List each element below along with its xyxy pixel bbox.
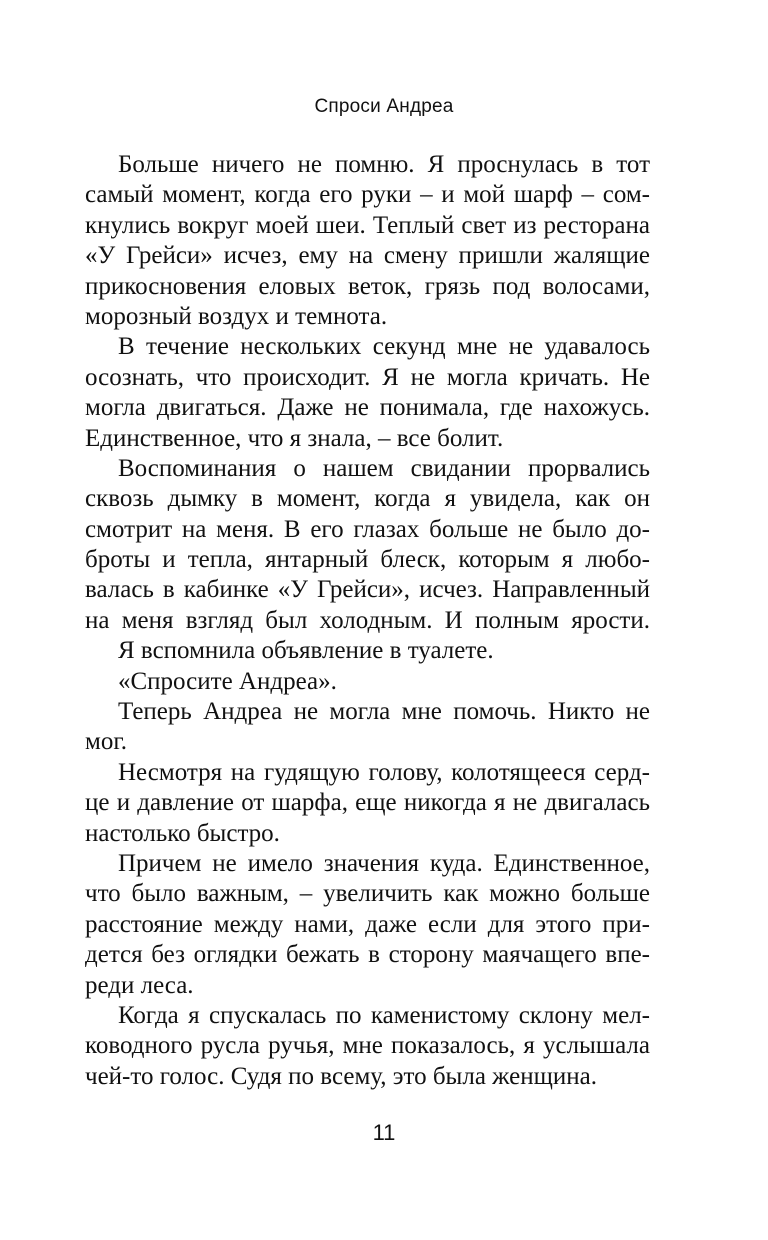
running-head: Спроси Андреа <box>314 96 454 117</box>
text-line: Несмотря на гудящую голову, колотящееся серд- <box>118 758 650 786</box>
text-line: кнулись вокруг моей шеи. Теплый свет из ресторана <box>85 211 650 239</box>
text-line: на меня взгляд был холодным. И полным ярости. <box>85 606 650 634</box>
text-line: Единственное, что я знала, – все болит. <box>85 424 504 452</box>
text-line: ководного русла ручья, мне показалось, я услышала <box>85 1032 650 1060</box>
text-line: сквозь дымку в момент, когда я увидела, как он <box>85 485 650 513</box>
text-line: мог. <box>85 728 128 756</box>
text-line: Больше ничего не помню. Я проснулась в тот <box>118 151 650 178</box>
text-line: броты и тепла, янтарный блеск, которым я любо- <box>85 546 650 574</box>
text-line: реди леса. <box>85 971 194 999</box>
text-line: смотрит на меня. В его глазах больше не было до- <box>85 515 650 543</box>
text-line: самый момент, когда его руки – и мой шарф – сом- <box>85 181 650 209</box>
text-line: Воспоминания о нашем свидании прорвались <box>118 454 650 482</box>
text-line: что было важным, – увеличить как можно больше <box>85 880 650 908</box>
text-line: «У Грейси» исчез, ему на смену пришли жалящие <box>85 242 650 270</box>
text-line: це и давление от шарфа, еще никогда я не двигалась <box>85 789 650 817</box>
text-line: чей-то голос. Судя по всему, это была женщина. <box>85 1062 597 1090</box>
body-text <box>85 150 650 1092</box>
text-line: расстояние между нами, даже если для этого при- <box>85 910 650 938</box>
text-line: Теперь Андреа не могла мне помочь. Никто не <box>118 698 650 726</box>
text-line: дется без оглядки бежать в сторону маячащего впе- <box>85 941 650 969</box>
text-line: В течение нескольких секунд мне не удавалось <box>118 333 650 361</box>
text-line: Когда я спускалась по каменистому склону мел- <box>118 1001 650 1029</box>
text-line: настолько быстро. <box>85 819 280 847</box>
page-number: 11 <box>372 1120 396 1145</box>
text-line: Я вспомнила объявление в туалете. <box>118 637 494 665</box>
text-line: Причем не имело значения куда. Единственное, <box>118 849 650 877</box>
text-line: «Спросите Андреа». <box>118 667 337 695</box>
text-line: морозный воздух и темнота. <box>85 302 388 330</box>
text-line: прикосновения еловых веток, грязь под волосами, <box>85 272 650 300</box>
text-line: осознать, что происходит. Я не могла кричать. Не <box>85 363 650 391</box>
text-line: валась в кабинке «У Грейси», исчез. Направленный <box>85 576 650 604</box>
text-line: могла двигаться. Даже не понимала, где нахожусь. <box>85 394 650 422</box>
